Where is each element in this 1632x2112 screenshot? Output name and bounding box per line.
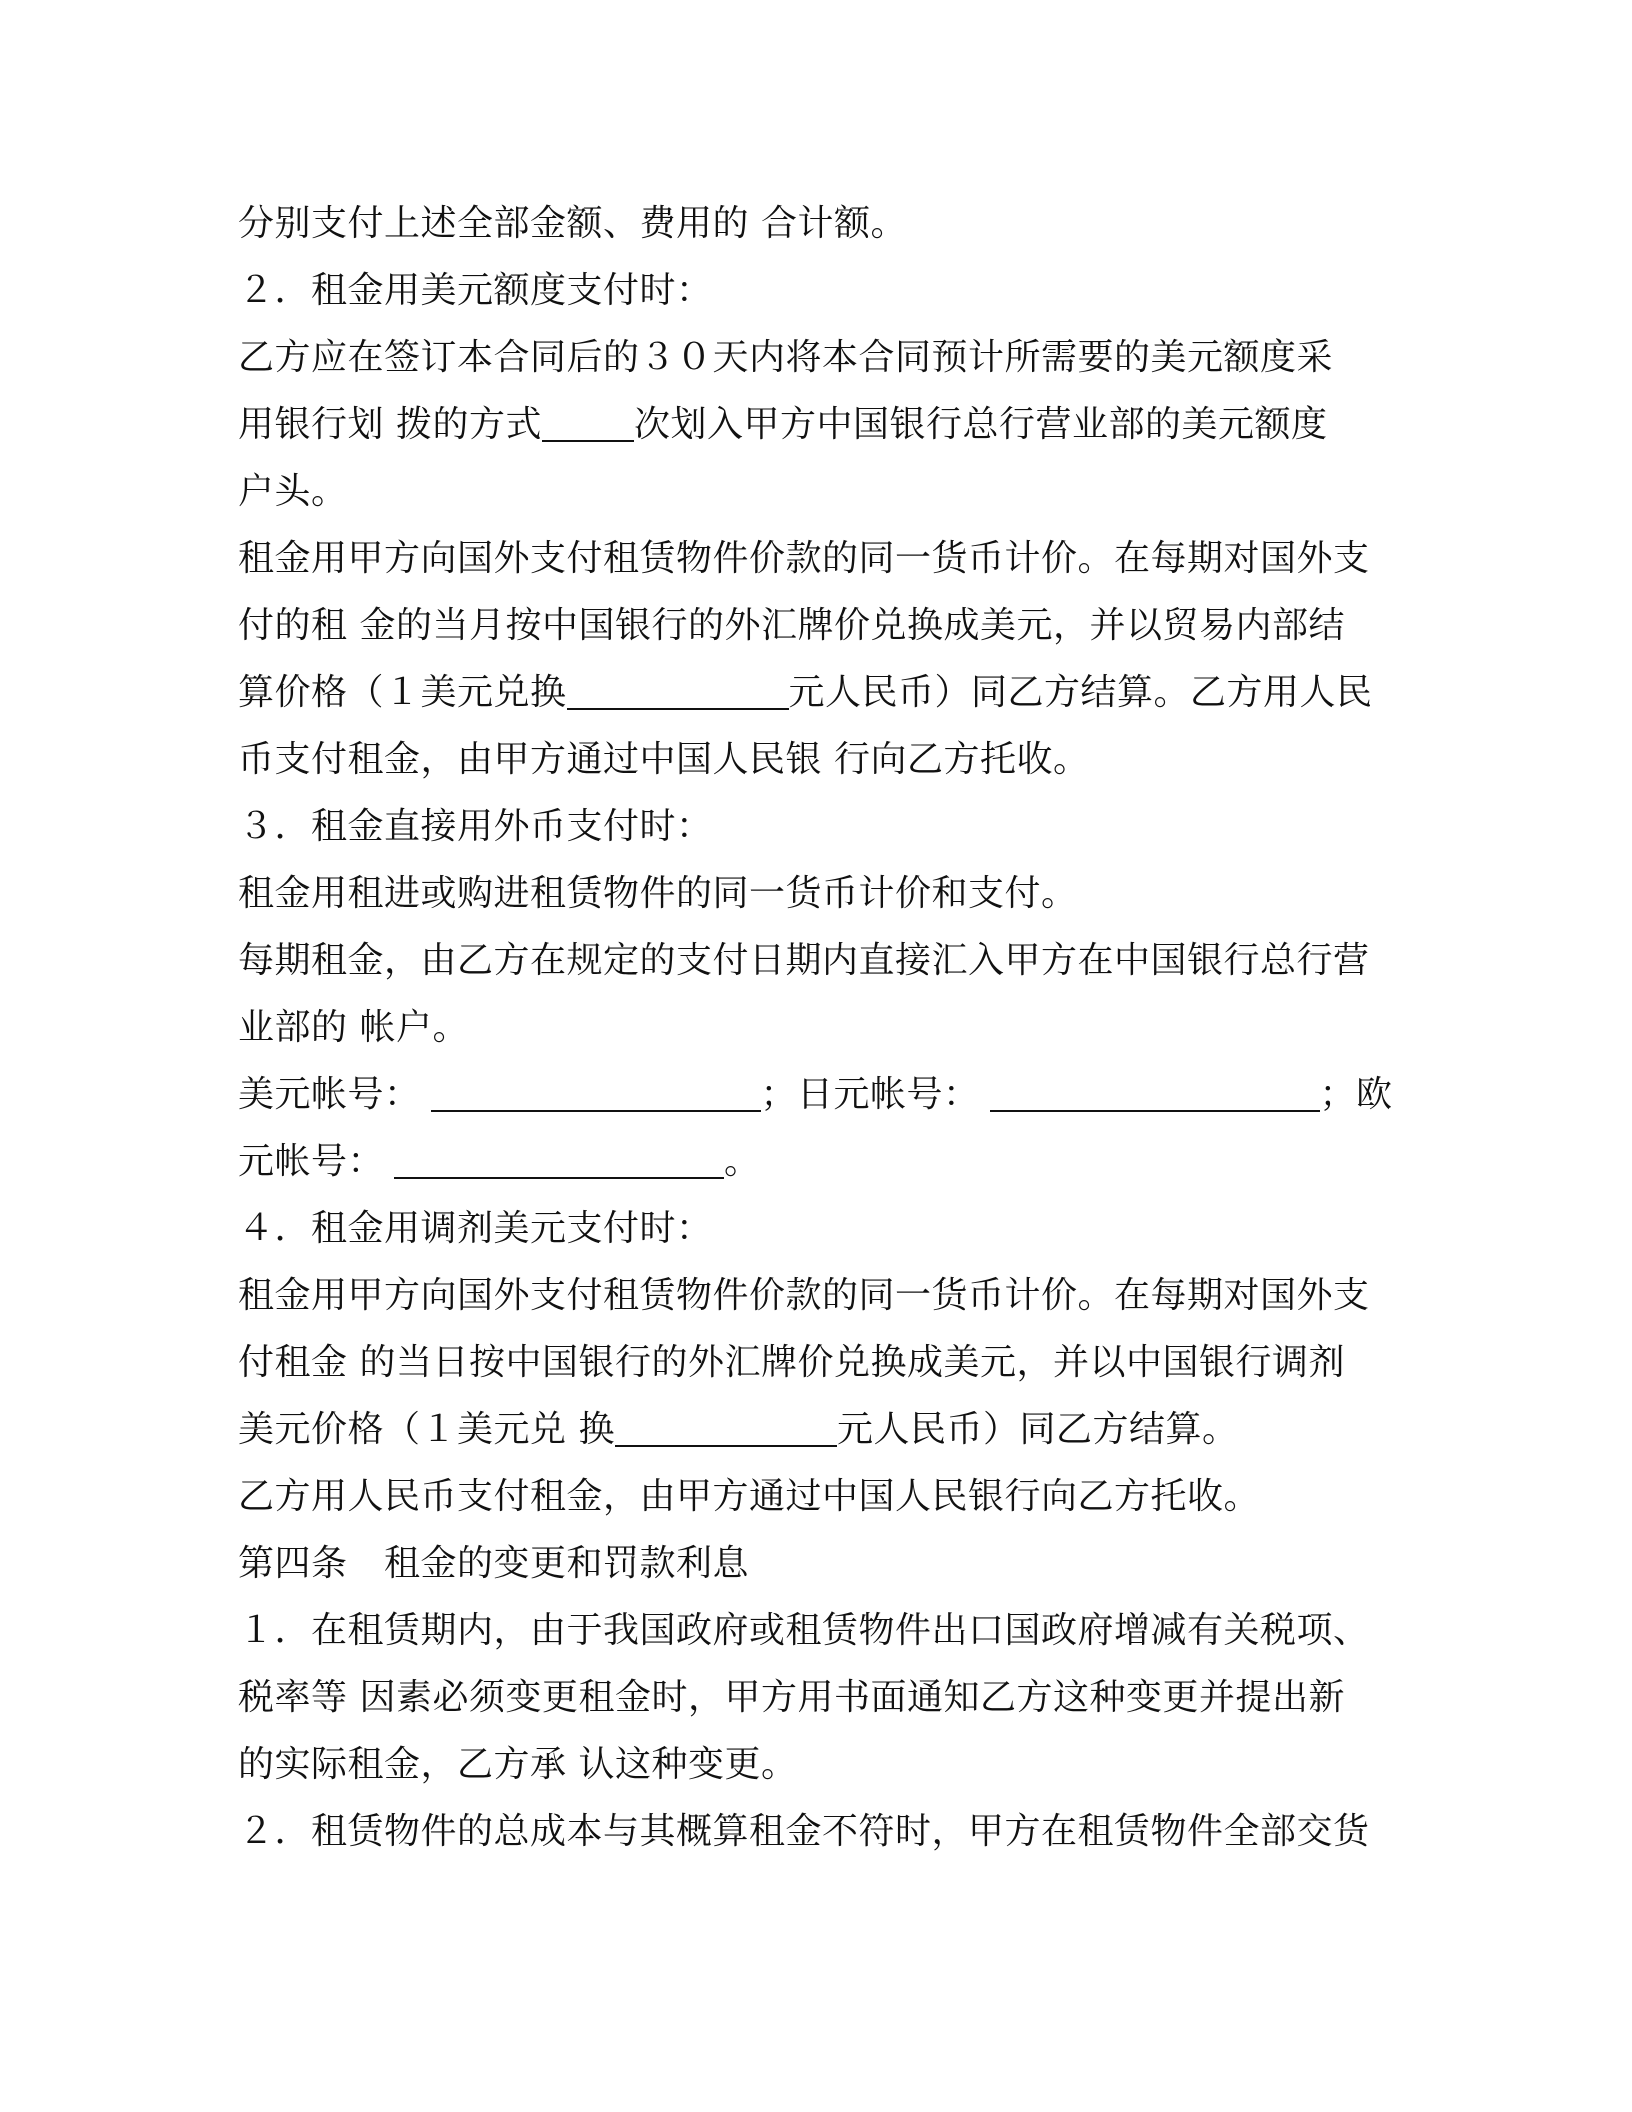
paragraph-line <box>238 324 1398 391</box>
text-segment: ３．租金直接用外币支付时： <box>238 806 713 847</box>
fill-in-blank-exchange-rate[interactable] <box>567 672 789 710</box>
text-segment: 付的租 金的当月按中国银行的外汇牌价兑换成美元，并以贸易内部结 <box>238 605 1345 646</box>
text-segment: 的实际租金，乙方承 认这种变更。 <box>238 1744 798 1785</box>
fill-in-blank-swap-rate[interactable] <box>615 1409 837 1447</box>
eur-account-blank[interactable] <box>394 1141 724 1179</box>
text-segment: 租金用甲方向国外支付租赁物件价款的同一货币计价。在每期对国外支 <box>238 1275 1370 1316</box>
text-segment: 租金用租进或购进租赁物件的同一货币计价和支付。 <box>238 873 1078 914</box>
paragraph-line <box>238 1798 1398 1865</box>
paragraph-line <box>238 726 1398 793</box>
text-segment: ２．租金用美元额度支付时： <box>238 270 713 311</box>
paragraph-line <box>238 1329 1398 1396</box>
paragraph-line <box>238 525 1398 592</box>
text-segment: ；欧 <box>1319 1074 1393 1115</box>
text-segment: 乙方应在签订本合同后的３０天内将本合同预计所需要的美元额度采 <box>238 337 1334 378</box>
text-segment: 第四条 租金的变更和罚款利息 <box>238 1543 750 1584</box>
text-segment: 业部的 帐户。 <box>238 1007 469 1048</box>
text-segment: 户头。 <box>238 471 348 512</box>
jpy-account-blank[interactable] <box>990 1074 1320 1112</box>
fill-in-blank-times[interactable] <box>542 404 634 442</box>
paragraph-line <box>238 190 1398 257</box>
paragraph-line <box>238 1396 1398 1463</box>
text-segment: 币支付租金，由甲方通过中国人民银 行向乙方托收。 <box>238 739 1090 780</box>
text-segment: 付租金 的当日按中国银行的外汇牌价兑换成美元，并以中国银行调剂 <box>238 1342 1345 1383</box>
paragraph-line <box>238 1262 1398 1329</box>
text-segment: ２．租赁物件的总成本与其概算租金不符时，甲方在租赁物件全部交货 <box>238 1811 1370 1852</box>
text-segment: 每期租金，由乙方在规定的支付日期内直接汇入甲方在中国银行总行营 <box>238 940 1370 981</box>
text-segment: 美元价格（１美元兑 换 <box>238 1409 615 1450</box>
text-segment: 算价格（１美元兑换 <box>238 672 567 713</box>
text-segment: ；日元帐号： <box>760 1074 980 1115</box>
text-segment: 元人民币）同乙方结算。乙方用人民 <box>788 672 1373 713</box>
account-numbers-line <box>238 1061 1398 1128</box>
usd-account-blank[interactable] <box>431 1074 761 1112</box>
paragraph-line <box>238 1597 1398 1664</box>
paragraph-line <box>238 659 1398 726</box>
text-segment: 用银行划 拨的方式 <box>238 404 542 445</box>
section-heading <box>238 793 1398 860</box>
text-segment: 元人民币）同乙方结算。 <box>836 1409 1239 1450</box>
document-page <box>238 190 1398 1865</box>
section-heading <box>238 257 1398 324</box>
section-heading <box>238 1195 1398 1262</box>
text-segment: 税率等 因素必须变更租金时，甲方用书面通知乙方这种变更并提出新 <box>238 1677 1345 1718</box>
text-segment: 元帐号： <box>238 1141 385 1182</box>
article-heading <box>238 1530 1398 1597</box>
paragraph-line <box>238 592 1398 659</box>
paragraph-line <box>238 927 1398 994</box>
paragraph-line <box>238 1664 1398 1731</box>
text-segment: 。 <box>724 1141 761 1182</box>
text-segment: 租金用甲方向国外支付租赁物件价款的同一货币计价。在每期对国外支 <box>238 538 1370 579</box>
account-numbers-line <box>238 1128 1398 1195</box>
paragraph-line <box>238 458 1398 525</box>
text-segment: 美元帐号： <box>238 1074 421 1115</box>
text-segment: １．在租赁期内，由于我国政府或租赁物件出口国政府增减有关税项、 <box>238 1610 1370 1651</box>
text-segment: 乙方用人民币支付租金，由甲方通过中国人民银行向乙方托收。 <box>238 1476 1261 1517</box>
text-segment: 次划入甲方中国银行总行营业部的美元额度 <box>633 404 1328 445</box>
text-segment: 分别支付上述全部金额、费用的 合计额。 <box>238 203 907 244</box>
paragraph-line <box>238 391 1398 458</box>
text-segment: ４．租金用调剂美元支付时： <box>238 1208 713 1249</box>
paragraph-line <box>238 994 1398 1061</box>
paragraph-line <box>238 1463 1398 1530</box>
paragraph-line <box>238 860 1398 927</box>
paragraph-line <box>238 1731 1398 1798</box>
